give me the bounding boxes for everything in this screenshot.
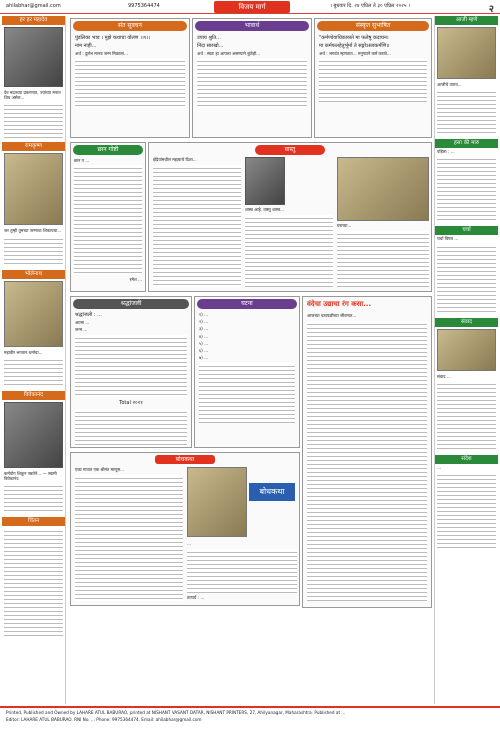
aaji-image	[437, 27, 496, 79]
samvad-text: संवाद ...	[437, 373, 451, 379]
ghatana-item-6: ६) ...	[199, 348, 209, 354]
sanskrit-body: अर्थ : भगवंत म्हणतात... मनुष्याने कर्म करावे...	[319, 51, 391, 56]
mahaveer-image	[4, 281, 63, 347]
charcha-heading: चर्चा	[435, 226, 498, 235]
vastu-section	[148, 142, 432, 292]
feature-story-box	[302, 296, 432, 608]
sant-line-2: नाम नाही...	[75, 43, 97, 49]
bodhkatha-box	[70, 452, 300, 606]
ghatana-heading: घटना	[197, 299, 297, 309]
sant-body: अर्थ : दुर्लभ मानव जन्म मिळाला...	[75, 51, 128, 56]
vastu-body-2: शास्त्र आहे. वास्तु शास्त्र...	[245, 207, 284, 212]
chintan-heading: चिंतन	[2, 517, 65, 526]
left-column	[2, 16, 66, 704]
feature-text-block	[307, 321, 427, 601]
ghatana-box	[194, 296, 300, 448]
sanskrit-verse-1: "कर्मण्येवाधिकारस्ते मा फलेषु कदाचन।	[319, 35, 389, 41]
samvad-image	[437, 329, 496, 371]
vastu-text-col-3	[337, 231, 429, 287]
shraddhanjali-box	[70, 296, 192, 448]
sant-text-block	[75, 58, 185, 108]
bodhkatha-text-right	[187, 549, 297, 593]
bodhkatha-text-left	[75, 475, 183, 601]
shraddhanjali-footer-text	[75, 409, 187, 447]
brand-logo: विजय मार्ग	[214, 1, 290, 13]
prashna-heading: भावार्थ	[195, 21, 309, 31]
aaji-text: आजीचे उपाय...	[437, 82, 462, 87]
mahaveer-caption: महावीर भगवान धर्माचा...	[4, 349, 43, 355]
vivekanand-quote: कर्मयोग शिकून नम्रतेने... — स्वामी विवेकानंद	[4, 470, 57, 482]
aaji-text-block	[437, 89, 496, 135]
ghatana-item-5: ५) ...	[199, 340, 209, 346]
charcha-text-block	[437, 244, 496, 314]
bodhkatha-body-left: एका गावात एक श्रीमंत माणूस...	[75, 467, 125, 472]
hasya-heading: हसा की मारु	[435, 139, 498, 148]
samvad-text-block	[437, 381, 496, 451]
kathe-text-block	[74, 165, 142, 275]
ram-caption: जर तुम्ही तुमच्या जन्माचा शिकायचा...	[4, 228, 62, 234]
vastu-author-photo	[245, 157, 285, 205]
kathe-heading: छान गोष्टी	[73, 145, 143, 155]
phone-text: 9975364474	[128, 3, 160, 9]
vastu-text-col-1	[153, 165, 241, 287]
bodhkatha-inset-label: बोधकथा	[249, 483, 295, 501]
sant-suvichar-box	[70, 18, 190, 138]
ghatana-item-3: ३) ...	[199, 326, 209, 332]
imprint-footer	[0, 706, 500, 732]
ram-heading: रामकृष्ण	[2, 142, 65, 151]
ghatana-item-4: ४) ...	[199, 333, 209, 339]
chintan-text-block	[4, 528, 63, 638]
feature-body: आजच्या धावपळीच्या जीवनात...	[307, 313, 357, 318]
sanskrit-text-block	[319, 58, 427, 102]
prashna-line-2: निंदा सारखो...	[197, 43, 224, 49]
mahaveer-text-block	[4, 357, 63, 387]
aaji-heading: आजी म्हणे	[435, 16, 498, 25]
page-number: २	[488, 4, 494, 15]
shraddhanjali-line-1: आत्मा ...	[75, 320, 90, 325]
sant-suvichar-heading: संत सुवचन	[73, 21, 187, 31]
shraddhanjali-title: श्रद्धांजली : ...	[75, 312, 102, 318]
vivekanand-image	[4, 402, 63, 468]
samvad-heading: संवाद	[435, 318, 498, 327]
right-column	[434, 16, 498, 704]
prashna-line-1: उपाय श्रुति...	[197, 35, 221, 41]
vastu-text-col-2	[245, 215, 333, 287]
kathe-body: छान ग ...	[74, 158, 90, 163]
mahaveer-heading: भोलेनाथ	[2, 270, 65, 279]
vastu-image-caption: घराच्या...	[337, 223, 352, 228]
shraddhanjali-total	[71, 399, 191, 407]
ghatana-item-2: २) ...	[199, 319, 209, 325]
bodhkatha-body-right: ...	[187, 541, 191, 546]
bodhkatha-heading: बोधकथा	[155, 455, 215, 464]
deity-heading: हर हर महादेव	[2, 16, 65, 25]
bodhkatha-moral: तात्पर्य : ...	[187, 595, 205, 600]
dateline: । बुधवार दि. २४ एप्रिल ते ३० एप्रिल २०२५ ।	[330, 3, 410, 9]
ghatana-item-7: ७) ...	[199, 355, 209, 361]
prashna-text-block	[197, 58, 307, 108]
feature-headline: वंदेचा उद्याचा रंग कसा...	[307, 300, 372, 308]
vivekanand-heading: विवेकानंद	[2, 391, 65, 400]
sandesh-text: ...	[437, 464, 441, 470]
ghatana-text-block	[199, 363, 295, 423]
ram-image	[4, 153, 63, 225]
shiva-image	[4, 27, 63, 87]
vastu-image	[337, 157, 429, 221]
ghatana-item-1: १) ...	[199, 312, 209, 317]
imprint-line-1: Printed, Published and Owned by LAHARE ATUL BABURAO, printed at NISHANT VASANT DATAR, NISHANT PRINTERS, 27, Ahilyanagar, Maharashtra. Published at ...	[6, 710, 346, 715]
vastu-body-1: इंद्रियांमधील महत्वाचे दिशा...	[153, 157, 197, 162]
kathe-box	[70, 142, 146, 292]
shraddhanjali-heading: श्रद्धांजली	[73, 299, 189, 309]
total-label: Total	[119, 400, 131, 407]
shraddhanjali-line-2: जन्म ...	[75, 327, 88, 333]
vastu-heading: वास्तु	[255, 145, 325, 155]
hasya-text-block	[437, 156, 496, 222]
total-value: २०२१	[132, 400, 143, 407]
sanskrit-box	[314, 18, 432, 138]
vivekanand-text-block	[4, 483, 63, 513]
kathe-author: रमेश ...	[129, 277, 142, 283]
sanskrit-heading: संस्कृत सुभाषित	[317, 21, 429, 31]
ram-text-block	[4, 236, 63, 266]
hasya-text: पहिला : ...	[437, 149, 455, 155]
sandesh-heading: संदेश	[435, 455, 498, 464]
prashna-box	[192, 18, 312, 138]
deity-text-block	[4, 102, 63, 138]
charcha-text: चर्चा विषय ...	[437, 236, 459, 242]
imprint-line-2: Editor: LAHARE ATUL BABURAO. RNI No. ... Phone: 9975364474. Email: ahilabhar@gmail.com	[6, 717, 202, 723]
masthead-bar	[0, 0, 500, 14]
shraddhanjali-text-block	[75, 335, 187, 397]
sandesh-text-block	[437, 472, 496, 550]
prashna-body: अर्थ : स्वतः हा आपला असण्याने कुठेही...	[197, 51, 261, 56]
deity-caption: देव मदतच्या प्रकरणात, ज्यांच्या मनात शिव असेल...	[4, 90, 61, 101]
bodhkatha-inset-image	[187, 467, 247, 537]
email-text: ahilabhar@gmail.com	[6, 3, 61, 9]
sanskrit-verse-2: मा कर्मफलहेतुर्भूर्मा ते सङ्गोऽस्त्वकर्मणि॥	[319, 43, 390, 49]
sant-line-1: पुंडलिका भाव । मुझे कथाचा वोलण ।।१।।	[75, 35, 151, 41]
